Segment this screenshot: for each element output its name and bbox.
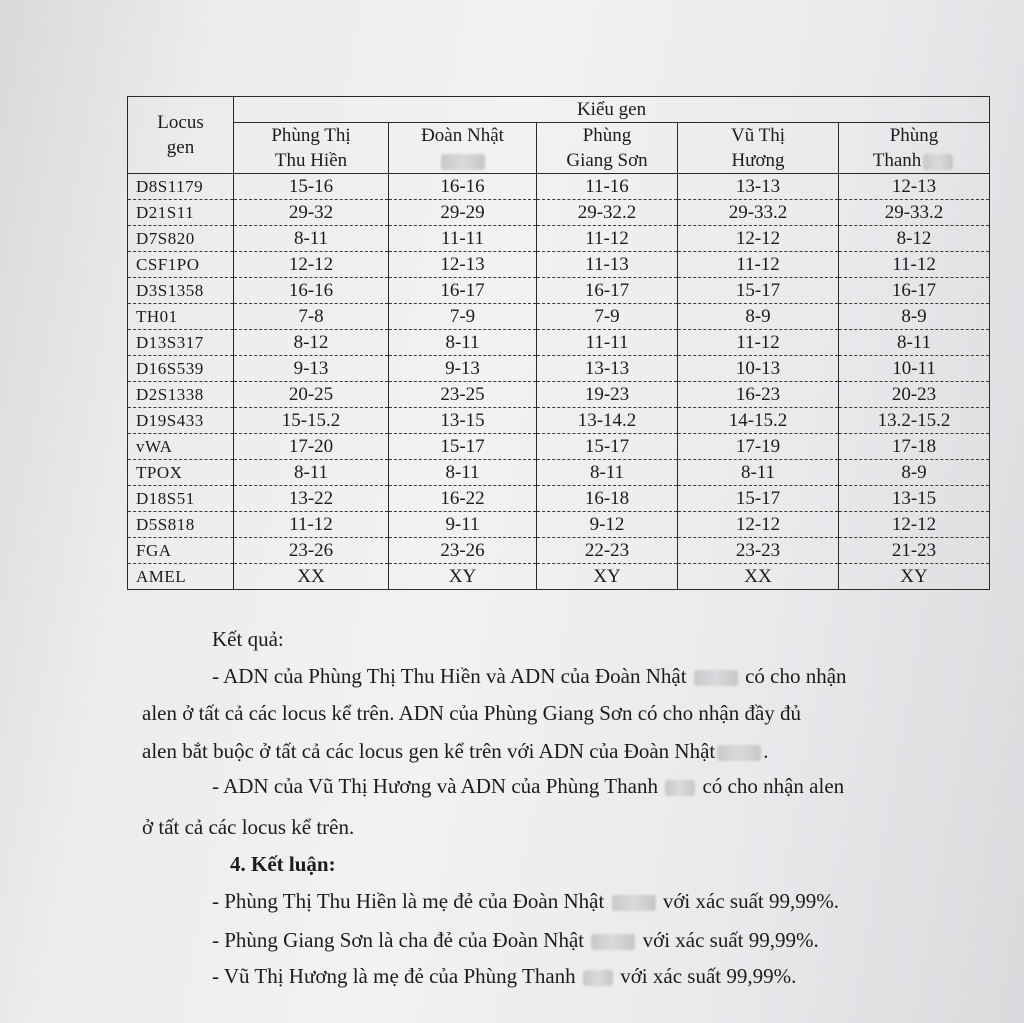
genotype-cell: 13-15 [389, 408, 537, 434]
genotype-cell: 29-32 [234, 200, 389, 226]
person-header: Phùng Thị Thu Hiền [234, 123, 389, 174]
genotype-cell: 10-13 [678, 356, 839, 382]
genotype-cell: 12-12 [839, 512, 990, 538]
genotype-cell: 11-12 [537, 226, 678, 252]
redacted-name-blur [694, 670, 738, 686]
results-paragraph-1-line-1: - ADN của Phùng Thị Thu Hiền và ADN của Đoàn Nhật có cho nhận [212, 664, 847, 688]
genotype-cell: XY [389, 564, 537, 590]
conclusion-line-2: - Phùng Giang Sơn là cha đẻ của Đoàn Nhật với xác suất 99,99%. [212, 928, 819, 952]
genotype-cell: 16-22 [389, 486, 537, 512]
locus-cell: D7S820 [128, 226, 234, 252]
redacted-name-blur [612, 895, 656, 911]
genotype-cell: 11-12 [678, 252, 839, 278]
table-row [128, 200, 990, 226]
genotype-cell: 11-13 [537, 252, 678, 278]
genotype-cell: 16-16 [389, 174, 537, 200]
genotype-cell: XX [234, 564, 389, 590]
conclusion-heading: 4. Kết luận: [230, 852, 336, 876]
genotype-cell: 14-15.2 [678, 408, 839, 434]
genotype-cell: 17-20 [234, 434, 389, 460]
conclusion-line-3: - Vũ Thị Hương là mẹ đẻ của Phùng Thanh với xác suất 99,99%. [212, 964, 797, 988]
genotype-cell: 12-13 [839, 174, 990, 200]
redacted-name-blur [583, 970, 613, 986]
table-row [128, 330, 990, 356]
genotype-cell: 8-11 [234, 460, 389, 486]
redacted-name-blur [717, 745, 761, 761]
genotype-cell: 8-9 [839, 304, 990, 330]
person-header: Vũ Thị Hương [678, 123, 839, 174]
genotype-group-header: Kiểu gen [234, 97, 990, 123]
genotype-cell: 15-17 [537, 434, 678, 460]
genotype-cell: 9-13 [389, 356, 537, 382]
genotype-cell: 21-23 [839, 538, 990, 564]
genotype-cell: 16-18 [537, 486, 678, 512]
genotype-cell: 15-16 [234, 174, 389, 200]
genotype-cell: 13-22 [234, 486, 389, 512]
table-row [128, 434, 990, 460]
genotype-cell: 8-9 [839, 460, 990, 486]
genotype-cell: 11-12 [839, 252, 990, 278]
genotype-cell: XX [678, 564, 839, 590]
genotype-cell: 12-13 [389, 252, 537, 278]
genotype-cell: 7-9 [537, 304, 678, 330]
redacted-name-blur [923, 154, 953, 170]
person-header: Phùng Thanh [839, 123, 990, 174]
table-row [128, 564, 990, 590]
genotype-cell: 9-12 [537, 512, 678, 538]
person-header: Phùng Giang Sơn [537, 123, 678, 174]
redacted-name-blur [591, 934, 635, 950]
genotype-cell: 16-17 [839, 278, 990, 304]
genotype-cell: 8-11 [234, 226, 389, 252]
genotype-cell: 13-13 [678, 174, 839, 200]
genotype-cell: 23-23 [678, 538, 839, 564]
genotype-cell: 11-11 [537, 330, 678, 356]
genotype-cell: 8-12 [234, 330, 389, 356]
locus-cell: D8S1179 [128, 174, 234, 200]
results-heading: Kết quả: [212, 627, 284, 651]
genotype-cell: 20-23 [839, 382, 990, 408]
results-paragraph-2-line-1: - ADN của Vũ Thị Hương và ADN của Phùng Thanh có cho nhận alen [212, 774, 845, 798]
genotype-cell: 9-11 [389, 512, 537, 538]
locus-cell: D16S539 [128, 356, 234, 382]
genotype-cell: 8-9 [678, 304, 839, 330]
locus-cell: vWA [128, 434, 234, 460]
table-row [128, 382, 990, 408]
genotype-cell: 29-33.2 [678, 200, 839, 226]
genotype-cell: XY [839, 564, 990, 590]
locus-cell: D21S11 [128, 200, 234, 226]
table-row [128, 538, 990, 564]
genotype-cell: 8-11 [839, 330, 990, 356]
redacted-name-blur [441, 154, 485, 170]
locus-cell: D18S51 [128, 486, 234, 512]
table-row [128, 408, 990, 434]
locus-cell: D2S1338 [128, 382, 234, 408]
results-paragraph-1-line-2: alen ở tất cả các locus kể trên. ADN của Phùng Giang Sơn có cho nhận đầy đủ [142, 701, 802, 725]
table-row [128, 278, 990, 304]
genotype-cell: 8-11 [537, 460, 678, 486]
locus-cell: D13S317 [128, 330, 234, 356]
genotype-cell: 13-13 [537, 356, 678, 382]
genotype-cell: 12-12 [678, 226, 839, 252]
table-row [128, 460, 990, 486]
conclusion-line-1: - Phùng Thị Thu Hiền là mẹ đẻ của Đoàn Nhật với xác suất 99,99%. [212, 889, 839, 913]
genotype-cell: 8-11 [389, 460, 537, 486]
genotype-cell: 29-32.2 [537, 200, 678, 226]
genotype-cell: 22-23 [537, 538, 678, 564]
genotype-cell: 20-25 [234, 382, 389, 408]
genotype-cell: 11-16 [537, 174, 678, 200]
results-paragraph-1-line-3: alen bắt buộc ở tất cả các locus gen kể trên với ADN của Đoàn Nhật . [142, 739, 769, 763]
genotype-cell: 8-11 [678, 460, 839, 486]
genotype-cell: XY [537, 564, 678, 590]
genotype-cell: 15-17 [678, 486, 839, 512]
genotype-cell: 9-13 [234, 356, 389, 382]
genotype-cell: 13.2-15.2 [839, 408, 990, 434]
locus-gen-header: Locus gen [128, 97, 234, 174]
person-header-row [128, 123, 990, 174]
locus-cell: AMEL [128, 564, 234, 590]
table-row [128, 512, 990, 538]
table-row [128, 304, 990, 330]
genotype-cell: 23-26 [234, 538, 389, 564]
genotype-cell: 11-12 [234, 512, 389, 538]
genotype-cell: 29-33.2 [839, 200, 990, 226]
redacted-name-blur [665, 780, 695, 796]
genotype-cell: 10-11 [839, 356, 990, 382]
locus-cell: CSF1PO [128, 252, 234, 278]
genotype-cell: 12-12 [678, 512, 839, 538]
genotype-cell: 15-15.2 [234, 408, 389, 434]
genotype-cell: 29-29 [389, 200, 537, 226]
genotype-cell: 17-18 [839, 434, 990, 460]
genotype-cell: 16-17 [537, 278, 678, 304]
genotype-cell: 16-16 [234, 278, 389, 304]
genotype-cell: 13-15 [839, 486, 990, 512]
genotype-cell: 15-17 [678, 278, 839, 304]
table-row [128, 174, 990, 200]
table-row [128, 226, 990, 252]
locus-cell: D5S818 [128, 512, 234, 538]
table-row [128, 356, 990, 382]
genotype-cell: 12-12 [234, 252, 389, 278]
locus-cell: FGA [128, 538, 234, 564]
table-row [128, 252, 990, 278]
genotype-cell: 11-11 [389, 226, 537, 252]
genotype-cell: 13-14.2 [537, 408, 678, 434]
genotype-cell: 17-19 [678, 434, 839, 460]
results-paragraph-2-line-2: ở tất cả các locus kể trên. [142, 815, 355, 839]
genotype-cell: 19-23 [537, 382, 678, 408]
genotype-cell: 11-12 [678, 330, 839, 356]
genotype-cell: 16-17 [389, 278, 537, 304]
genotype-cell: 23-25 [389, 382, 537, 408]
genotype-body [128, 174, 990, 590]
genotype-table [127, 96, 990, 590]
genotype-cell: 23-26 [389, 538, 537, 564]
person-header: Đoàn Nhật [389, 123, 537, 174]
table-row [128, 486, 990, 512]
genotype-cell: 7-8 [234, 304, 389, 330]
genotype-cell: 7-9 [389, 304, 537, 330]
locus-cell: D3S1358 [128, 278, 234, 304]
genotype-cell: 15-17 [389, 434, 537, 460]
genotype-cell: 8-11 [389, 330, 537, 356]
locus-cell: TH01 [128, 304, 234, 330]
locus-cell: D19S433 [128, 408, 234, 434]
locus-cell: TPOX [128, 460, 234, 486]
genotype-cell: 8-12 [839, 226, 990, 252]
genotype-cell: 16-23 [678, 382, 839, 408]
